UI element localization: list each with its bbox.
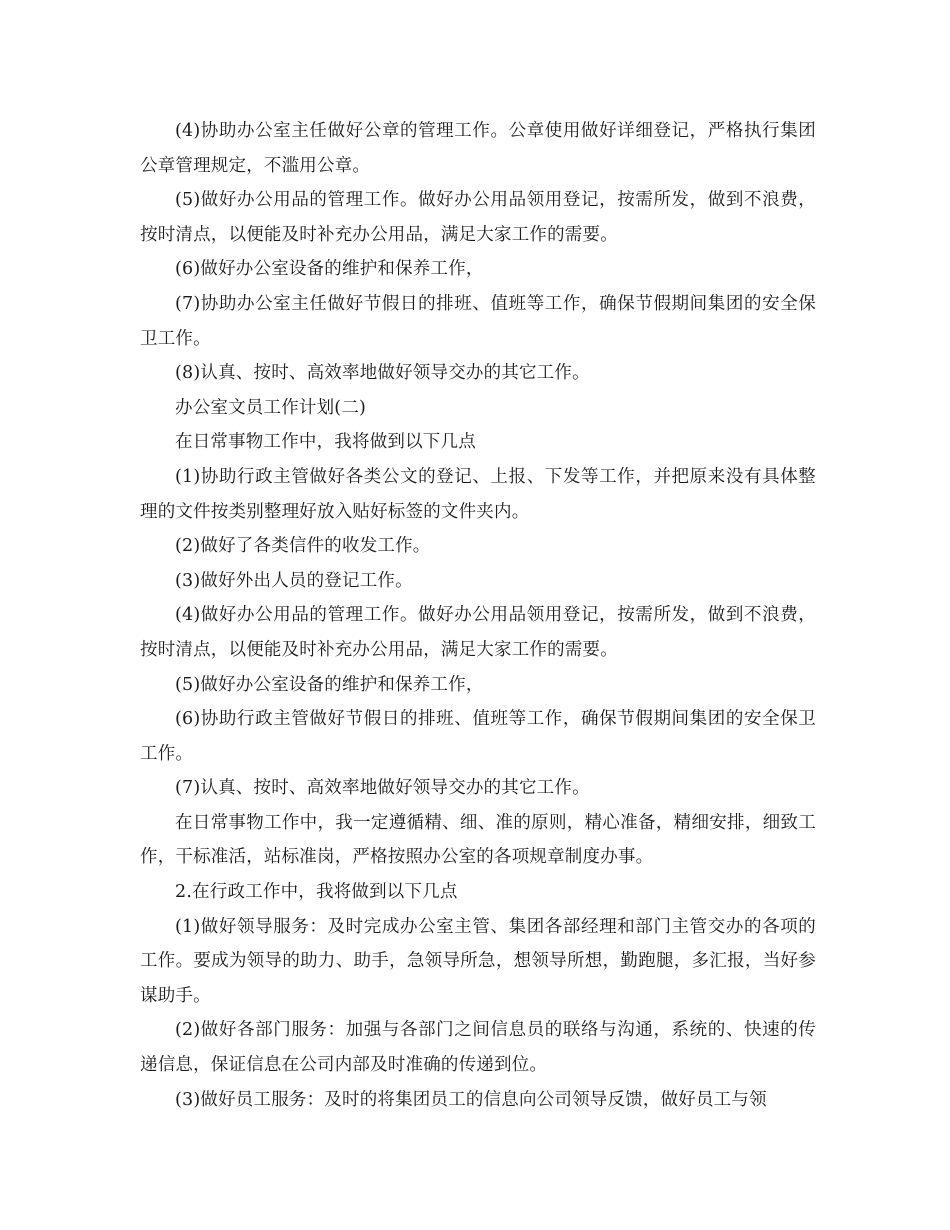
paragraph: (1)做好领导服务：及时完成办公室主管、集团各部经理和部门主管交办的各项的工作。要成为领导的助力、助手，急领导所急，想领导所想，勤跑腿，多汇报，当好参谋助手。 [140,916,816,1006]
paragraph: (6)做好办公室设备的维护和保养工作， [175,259,484,280]
paragraph: 2.在行政工作中，我将做到以下几点 [175,882,458,903]
section-heading: 办公室文员工作计划(二) [175,397,367,418]
paragraph: (2)做好各部门服务：加强与各部门之间信息员的联络与沟通，系统的、快速的传递信息，保证信息在公司内部及时准确的传递到位。 [140,1020,816,1076]
paragraph: (6)协助行政主管做好节假日的排班、值班等工作，确保节假期间集团的安全保卫工作。 [140,709,816,764]
paragraph: (2)做好了各类信件的收发工作。 [175,536,431,557]
paragraph: 在日常事物工作中，我一定遵循精、细、准的原则，精心准备，精细安排，细致工作，干标准活，站标准岗，严格按照办公室的各项规章制度办事。 [140,812,816,868]
paragraph: (1)协助行政主管做好各类公文的登记、上报、下发等工作，并把原来没有具体整理的文件按类别整理好放入贴好标签的文件夹内。 [140,466,816,522]
paragraph: 在日常事物工作中，我将做到以下几点 [175,432,476,453]
paragraph: (5)做好办公室设备的维护和保养工作， [175,674,484,695]
paragraph: (7)认真、按时、高效率地做好领导交办的其它工作。 [175,778,590,799]
paragraph: (8)认真、按时、高效率地做好领导交办的其它工作。 [175,363,590,384]
paragraph: (4)协助办公室主任做好公章的管理工作。公章使用做好详细登记，严格执行集团公章管理规定，不滥用公章。 [140,121,816,176]
paragraph: (3)做好外出人员的登记工作。 [175,570,413,591]
document-body [140,114,816,1117]
paragraph: (3)做好员工服务：及时的将集团员工的信息向公司领导反馈，做好员工与领 [175,1089,767,1110]
paragraph: (5)做好办公用品的管理工作。做好办公用品领用登记，按需所发，做到不浪费，按时清点，以便能及时补充办公用品，满足大家工作的需要。 [140,190,816,245]
paragraph: (4)做好办公用品的管理工作。做好办公用品领用登记，按需所发，做到不浪费，按时清点，以便能及时补充办公用品，满足大家工作的需要。 [140,605,816,660]
paragraph: (7)协助办公室主任做好节假日的排班、值班等工作，确保节假期间集团的安全保卫工作。 [140,293,816,349]
